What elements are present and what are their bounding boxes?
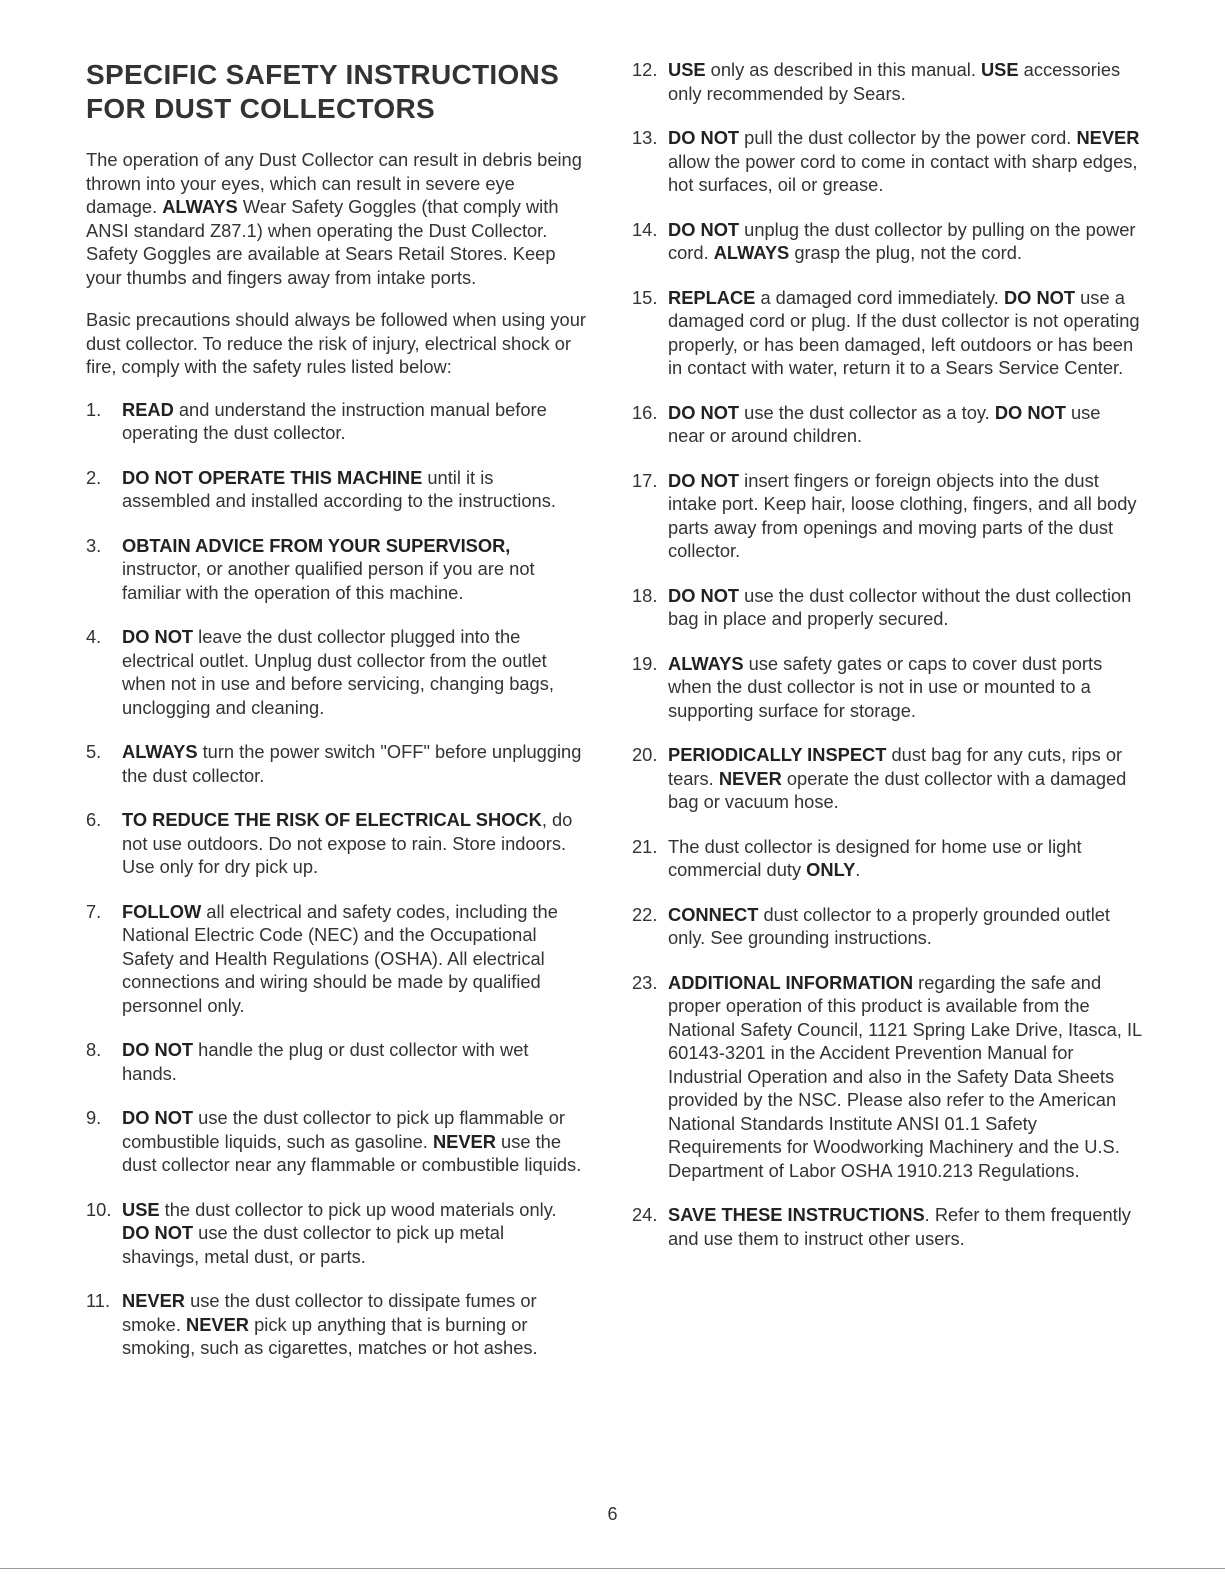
rule-number: 3. bbox=[86, 534, 102, 556]
rule-item bbox=[86, 625, 586, 719]
rule-item bbox=[86, 808, 586, 879]
rule-item bbox=[86, 534, 586, 605]
text-run: allow the power cord to come in contact with sharp edges, hot surfaces, oil or grease. bbox=[668, 150, 1138, 195]
rule-item bbox=[632, 218, 1142, 265]
text-run: until it is assembled and installed according to the instructions. bbox=[122, 466, 556, 511]
bold-text: NEVER bbox=[122, 1290, 185, 1311]
text-run: The operation of any Dust Collector can result in debris being thrown into your eyes, which can result in severe eye damage. bbox=[86, 149, 582, 217]
text-run: The dust collector is designed for home use or light commercial duty bbox=[668, 835, 1082, 880]
rule-number: 20. bbox=[632, 744, 658, 765]
text-run: pull the dust collector by the power cord. bbox=[739, 127, 1077, 148]
text-run: . Refer to them frequently and use them to instruct other users. bbox=[668, 1204, 1131, 1249]
bold-text: DO NOT bbox=[122, 1107, 194, 1128]
page-title bbox=[86, 58, 586, 126]
rule-item bbox=[86, 900, 586, 1018]
rule-item bbox=[632, 971, 1142, 1183]
bold-text: DO NOT bbox=[668, 401, 740, 423]
bold-text: READ bbox=[122, 398, 174, 420]
rule-text bbox=[122, 741, 581, 786]
bold-text: NEVER bbox=[432, 1130, 496, 1152]
bold-text: USE bbox=[980, 59, 1019, 80]
bottom-divider bbox=[0, 1568, 1225, 1569]
bold-text: NEVER bbox=[1076, 127, 1140, 148]
rule-number: 6. bbox=[86, 809, 102, 830]
rule-number: 10. bbox=[86, 1198, 112, 1220]
rule-item bbox=[632, 903, 1142, 950]
bold-text: SAVE THESE INSTRUCTIONS bbox=[668, 1204, 925, 1225]
text-run: unplug the dust collector by pulling on the power cord. bbox=[668, 218, 1136, 263]
rule-item bbox=[632, 584, 1142, 631]
title-line-1: SPECIFIC SAFETY INSTRUCTIONS bbox=[86, 59, 560, 90]
bold-text: ADDITIONAL INFORMATION bbox=[668, 971, 914, 993]
rule-number: 21. bbox=[632, 835, 658, 857]
bold-text: DO NOT bbox=[122, 626, 194, 647]
text-run: accessories only recommended by Sears. bbox=[668, 59, 1121, 104]
rule-text bbox=[668, 287, 1140, 379]
rule-item bbox=[86, 466, 586, 513]
rule-number: 12. bbox=[632, 59, 658, 80]
rule-number: 4. bbox=[86, 626, 102, 647]
bold-text: DO NOT bbox=[668, 218, 740, 240]
bold-text: CONNECT bbox=[668, 903, 759, 925]
rule-text bbox=[122, 901, 558, 1016]
rule-text bbox=[668, 59, 1120, 104]
text-run: use the dust collector near any flammable or combustible liquids. bbox=[122, 1130, 582, 1175]
rule-item bbox=[632, 469, 1142, 563]
bold-text: PERIODICALLY INSPECT bbox=[668, 744, 887, 765]
bold-text: DO NOT bbox=[994, 401, 1066, 423]
rule-text bbox=[122, 399, 547, 444]
rule-item bbox=[86, 1198, 586, 1269]
rule-text bbox=[122, 1290, 538, 1358]
rule-number: 7. bbox=[86, 900, 102, 922]
text-run: use near or around children. bbox=[668, 401, 1101, 446]
rule-item bbox=[632, 835, 1142, 882]
bold-text: DO NOT bbox=[668, 584, 740, 606]
rule-text bbox=[122, 535, 535, 603]
bold-text: DO NOT bbox=[1003, 286, 1076, 308]
rule-text bbox=[122, 467, 556, 512]
rule-text bbox=[668, 653, 1102, 721]
bold-text: USE bbox=[668, 59, 706, 80]
rule-number: 13. bbox=[632, 127, 658, 148]
text-run: a damaged cord immediately. bbox=[755, 286, 1004, 308]
rule-text bbox=[122, 809, 572, 877]
rule-number: 23. bbox=[632, 971, 658, 993]
rule-item bbox=[632, 286, 1142, 380]
text-run: handle the plug or dust collector with wet hands. bbox=[122, 1039, 529, 1084]
text-run: use the dust collector as a toy. bbox=[739, 401, 995, 423]
rule-item bbox=[86, 740, 586, 787]
text-run: instructor, or another qualified person if you are not familiar with the operation of this machine. bbox=[122, 558, 535, 603]
text-run: dust bag for any cuts, rips or tears. bbox=[668, 744, 1123, 789]
rule-text bbox=[122, 1199, 557, 1267]
rule-item bbox=[632, 1203, 1142, 1250]
text-run: regarding the safe and proper operation of this product is available from the National Safety Council, 1121 Spring Lake Drive, Itasca, IL 60143-3201 in the Accident Prevention Manual for Industrial Operation and also in the Safety Data Sheets provided by the NSC. Please also refer to the American National Standards Institute ANSI 01.1 Safety Requirements for Woodworking Machinery and the U.S. Department of Labor OSHA 1910.213 Regulations. bbox=[668, 971, 1142, 1181]
text-run: only as described in this manual. bbox=[705, 59, 981, 80]
bold-text: DO NOT bbox=[668, 127, 740, 148]
rule-item bbox=[632, 58, 1142, 105]
rule-number: 5. bbox=[86, 741, 102, 762]
rule-item bbox=[632, 126, 1142, 197]
right-column bbox=[632, 58, 1142, 1271]
text-run: all electrical and safety codes, including the National Electric Code (NEC) and the Occupational Safety and Health Regulations (OSHA). All electrical connections and wiring should be made by qualified personnel only. bbox=[122, 900, 558, 1016]
bold-text: TO REDUCE THE RISK OF ELECTRICAL SHOCK bbox=[122, 809, 542, 830]
rule-text bbox=[668, 127, 1139, 195]
rule-text bbox=[668, 585, 1131, 630]
bold-text: DO NOT bbox=[668, 469, 740, 491]
rule-text bbox=[668, 470, 1137, 562]
rule-text bbox=[668, 836, 1082, 881]
rule-text bbox=[668, 972, 1142, 1181]
text-run: and understand the instruction manual before operating the dust collector. bbox=[122, 398, 547, 443]
rule-text bbox=[122, 626, 554, 718]
rule-number: 22. bbox=[632, 903, 658, 925]
bold-text: ALWAYS bbox=[713, 242, 790, 263]
rule-number: 17. bbox=[632, 469, 658, 491]
bold-text: ONLY bbox=[806, 859, 856, 880]
bold-text: ALWAYS bbox=[668, 652, 744, 674]
rule-number: 9. bbox=[86, 1107, 102, 1128]
rule-item bbox=[86, 1289, 586, 1360]
text-run: Wear Safety Goggles (that comply with ANSI standard Z87.1) when operating the Dust Collector. Safety Goggles are available at Sears Retail Stores. Keep your thumbs and fingers away from intake ports. bbox=[86, 196, 559, 288]
rule-text bbox=[668, 744, 1126, 812]
text-run: . bbox=[855, 859, 861, 880]
rule-item bbox=[632, 652, 1142, 723]
rules-list-left bbox=[86, 398, 586, 1360]
title-line-2: FOR DUST COLLECTORS bbox=[86, 93, 435, 124]
rule-text bbox=[668, 402, 1100, 447]
rule-number: 18. bbox=[632, 584, 658, 606]
text-run: turn the power switch "OFF" before unplugging the dust collector. bbox=[122, 741, 582, 786]
bold-text: DO NOT OPERATE THIS MACHINE bbox=[122, 466, 423, 488]
text-run: , do not use outdoors. Do not expose to rain. Store indoors. Use only for dry pick up. bbox=[122, 809, 573, 877]
bold-text: DO NOT bbox=[122, 1222, 194, 1243]
rule-number: 11. bbox=[86, 1290, 111, 1311]
rule-item bbox=[86, 398, 586, 445]
text-run: leave the dust collector plugged into the electrical outlet. Unplug dust collector from the outlet when not in use and before servicing, changing bags, unclogging and cleaning. bbox=[122, 626, 554, 718]
rule-number: 1. bbox=[86, 398, 102, 420]
bold-text: ALWAYS bbox=[122, 741, 198, 762]
rule-number: 24. bbox=[632, 1204, 658, 1225]
intro-paragraph-1 bbox=[86, 148, 586, 289]
rule-text bbox=[122, 1107, 581, 1175]
text-run: the dust collector to pick up wood materials only. bbox=[159, 1198, 557, 1220]
bold-text: FOLLOW bbox=[122, 900, 202, 922]
bold-text: OBTAIN ADVICE FROM YOUR SUPERVISOR, bbox=[122, 534, 511, 556]
rule-item bbox=[86, 1038, 586, 1085]
intro-paragraph-2: Basic precautions should always be followed when using your dust collector. To reduce the risk of injury, electrical shock or fire, comply with the safety rules listed below: bbox=[86, 309, 586, 377]
bold-text: USE bbox=[122, 1198, 160, 1220]
text-run: use the dust collector to pick up flammable or combustible liquids, such as gasoline. bbox=[122, 1107, 565, 1152]
bold-text: REPLACE bbox=[668, 286, 756, 308]
text-run: use the dust collector to pick up metal shavings, metal dust, or parts. bbox=[122, 1222, 505, 1267]
text-run: use a damaged cord or plug. If the dust collector is not operating properly, or has been damaged, left outdoors or has been in contact with water, return it to a Sears Service Center. bbox=[668, 286, 1140, 378]
rule-number: 15. bbox=[632, 286, 658, 308]
rule-number: 8. bbox=[86, 1039, 102, 1060]
rule-number: 19. bbox=[632, 652, 658, 674]
rule-text bbox=[668, 219, 1135, 264]
text-run: use the dust collector without the dust collection bag in place and properly secured. bbox=[668, 584, 1132, 629]
text-run: operate the dust collector with a damaged bag or vacuum hose. bbox=[668, 767, 1127, 812]
bold-text: DO NOT bbox=[122, 1039, 194, 1060]
text-run: pick up anything that is burning or smoking, such as cigarettes, matches or hot ashes. bbox=[122, 1313, 538, 1358]
rule-number: 14. bbox=[632, 218, 658, 240]
left-column bbox=[86, 58, 586, 1381]
bold-text: NEVER bbox=[186, 1313, 250, 1335]
rule-item bbox=[632, 401, 1142, 448]
text-run: insert fingers or foreign objects into the dust intake port. Keep hair, loose clothing, fingers, and all body parts away from openings and moving parts of the dust collector. bbox=[668, 469, 1137, 561]
rule-text bbox=[668, 1204, 1131, 1249]
bold-text: NEVER bbox=[718, 767, 782, 789]
text-run: dust collector to a properly grounded outlet only. See grounding instructions. bbox=[668, 903, 1111, 948]
text-run: use the dust collector to dissipate fumes or smoke. bbox=[122, 1290, 537, 1335]
rule-item bbox=[86, 1106, 586, 1177]
rule-text bbox=[122, 1039, 528, 1084]
rules-list-right bbox=[632, 58, 1142, 1250]
text-run: grasp the plug, not the cord. bbox=[789, 242, 1022, 263]
page-number: 6 bbox=[607, 1504, 618, 1524]
text-run: use safety gates or caps to cover dust ports when the dust collector is not in use or mounted to a supporting surface for storage. bbox=[668, 652, 1103, 721]
rule-text bbox=[668, 904, 1110, 949]
rule-number: 2. bbox=[86, 466, 102, 488]
rule-item bbox=[632, 743, 1142, 814]
rule-number: 16. bbox=[632, 401, 658, 423]
bold-text: ALWAYS bbox=[162, 196, 238, 217]
